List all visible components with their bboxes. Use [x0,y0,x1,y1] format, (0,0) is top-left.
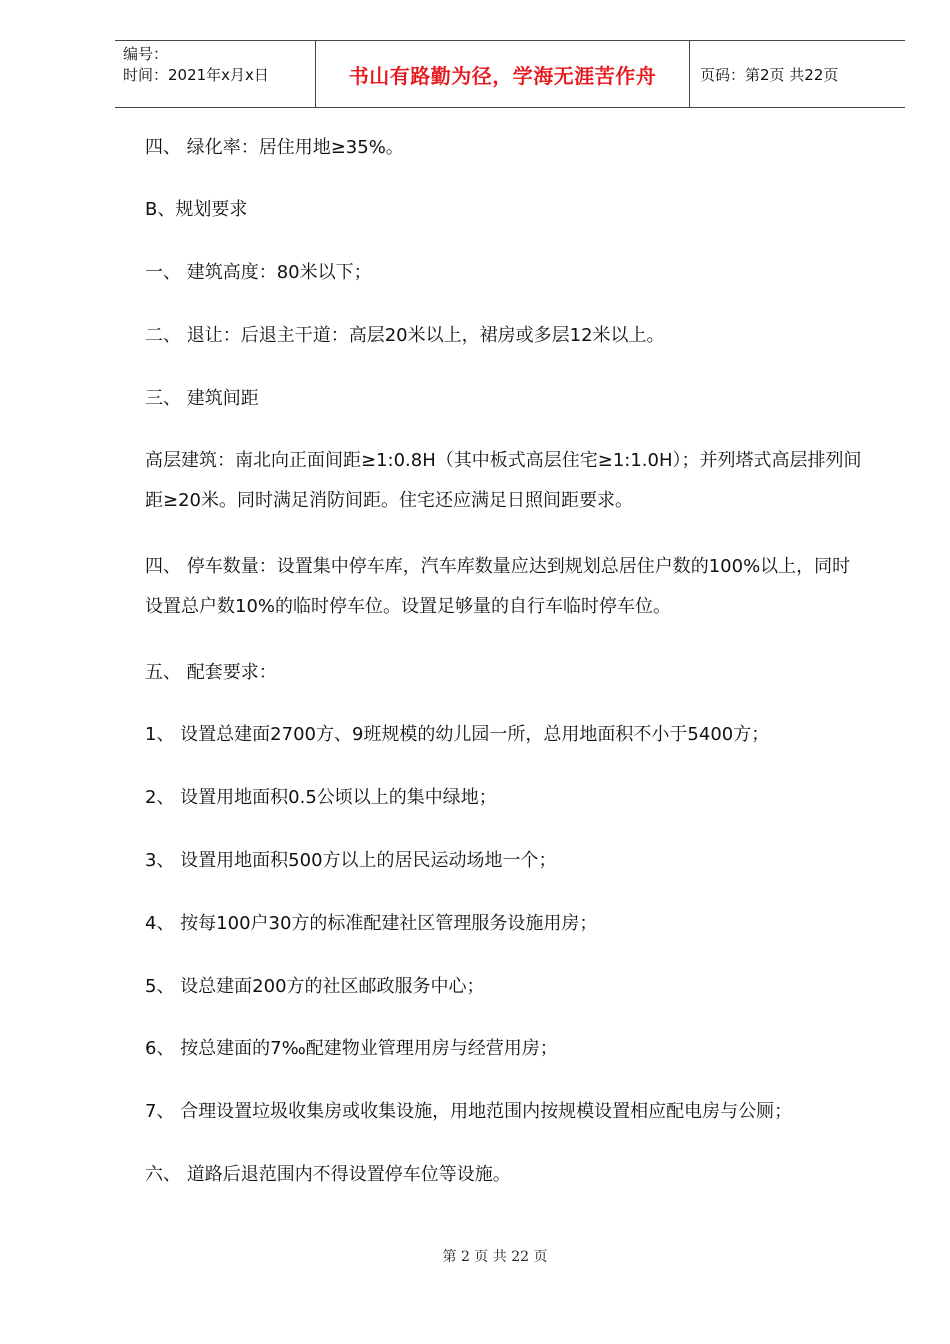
paragraph-building-height: 一、 建筑高度：80米以下； [145,262,372,283]
document-number-label: 编号： [123,45,169,63]
list-item-garbage-facilities: 7、 合理设置垃圾收集房或收集设施，用地范围内按规模设置相应配电房与公厕； [145,1101,793,1122]
list-item-property-management: 6、 按总建面的7‰配建物业管理用房与经营用房； [145,1038,558,1059]
list-item-sports-ground: 3、 设置用地面积500方以上的居民运动场地一个； [145,850,557,871]
paragraph-road-setback: 六、 道路后退范围内不得设置停车位等设施。 [145,1164,511,1185]
paragraph-greening-rate: 四、 绿化率：居住用地≥35%。 [145,137,404,158]
paragraph-highrise-spacing: 高层建筑：南北向正面间距≥1:0.8H（其中板式高层住宅≥1:1.0H）；并列塔式高层排列间距≥20米。同时满足消防间距。住宅还应满足日照间距要求。 [145,450,862,511]
list-item-kindergarten: 1、 设置总建面2700方、9班规模的幼儿园一所，总用地面积不小于5400方； [145,724,770,745]
paragraph-building-spacing-heading: 三、 建筑间距 [145,388,259,409]
paragraph-planning-requirements-heading: B、规划要求 [145,199,248,220]
document-time: 时间：2021年x月x日 [123,66,269,84]
list-item-postal-center: 5、 设总建面200方的社区邮政服务中心； [145,976,485,997]
header-motto-cell [316,41,690,107]
header-page-info: 页码：第2页 共22页 [700,65,839,84]
paragraph-supporting-requirements: 五、 配套要求： [145,662,277,683]
page-header [115,40,905,108]
header-page-info-cell [690,41,905,107]
header-motto: 书山有路勤为径，学海无涯苦作舟 [348,63,657,88]
list-item-green-space: 2、 设置用地面积0.5公顷以上的集中绿地； [145,787,497,808]
paragraph-setback: 二、 退让：后退主干道：高层20米以上，裙房或多层12米以上。 [145,325,665,346]
paragraph-parking: 四、 停车数量：设置集中停车库，汽车库数量应达到规划总居住户数的100%以上，同时设置总户数10%的临时停车位。设置足够量的自行车临时停车位。 [145,556,851,617]
page-footer: 第 2 页 共 22 页 [442,1249,548,1265]
list-item-community-services: 4、 按每100户30方的标准配建社区管理服务设施用房； [145,913,598,934]
header-meta [115,41,316,107]
